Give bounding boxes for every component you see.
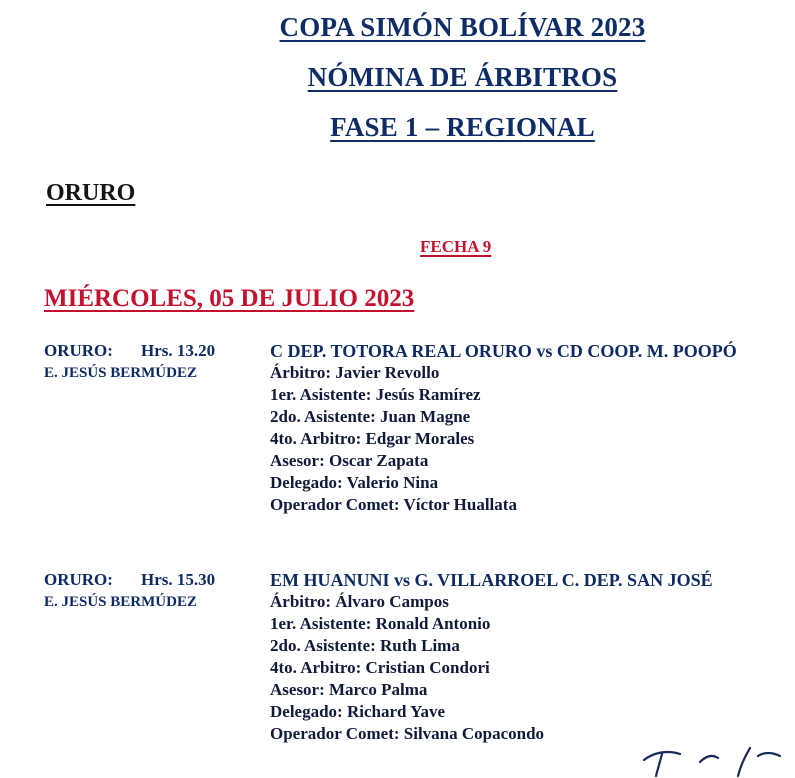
official-assessor: Asesor: Marco Palma bbox=[270, 680, 428, 699]
fecha-label: FECHA 9 bbox=[420, 237, 492, 256]
official-comet-operator: Operador Comet: Víctor Huallata bbox=[270, 495, 517, 514]
official-assistant-1: 1er. Asistente: Ronald Antonio bbox=[270, 614, 491, 633]
match-details bbox=[270, 340, 737, 516]
region-heading: ORURO bbox=[46, 180, 136, 206]
phase-title: FASE 1 – REGIONAL bbox=[330, 112, 595, 142]
official-fourth-referee: 4to. Arbitro: Cristian Condori bbox=[270, 658, 490, 677]
official-referee: Árbitro: Javier Revollo bbox=[270, 363, 440, 382]
official-delegate: Delegado: Valerio Nina bbox=[270, 473, 439, 492]
official-fourth-referee: 4to. Arbitro: Edgar Morales bbox=[270, 429, 475, 448]
official-referee: Árbitro: Álvaro Campos bbox=[270, 592, 449, 611]
document-title: COPA SIMÓN BOLÍVAR 2023 bbox=[279, 12, 646, 42]
official-assistant-2: 2do. Asistente: Juan Magne bbox=[270, 407, 471, 426]
document-subtitle: NÓMINA DE ÁRBITROS bbox=[307, 62, 618, 92]
match-venue bbox=[44, 340, 215, 384]
match-date: MIÉRCOLES, 05 DE JULIO 2023 bbox=[44, 285, 415, 312]
stadium-name: E. JESÚS BERMÚDEZ bbox=[44, 365, 197, 381]
official-delegate: Delegado: Richard Yave bbox=[270, 702, 446, 721]
official-comet-operator: Operador Comet: Silvana Copacondo bbox=[270, 724, 545, 743]
stadium-name: E. JESÚS BERMÚDEZ bbox=[44, 594, 197, 610]
match-time: Hrs. 15.30 bbox=[141, 570, 216, 589]
match-venue bbox=[44, 569, 215, 613]
match-details bbox=[270, 569, 713, 745]
match-time: Hrs. 13.20 bbox=[141, 341, 216, 360]
fixture: C DEP. TOTORA REAL ORURO vs CD COOP. M. POOPÓ bbox=[270, 341, 737, 361]
signature-mark bbox=[640, 738, 795, 778]
venue-city: ORURO: bbox=[44, 570, 113, 589]
fixture: EM HUANUNI vs G. VILLARROEL C. DEP. SAN JOSÉ bbox=[270, 570, 713, 590]
official-assistant-1: 1er. Asistente: Jesús Ramírez bbox=[270, 385, 481, 404]
official-assessor: Asesor: Oscar Zapata bbox=[270, 451, 429, 470]
official-assistant-2: 2do. Asistente: Ruth Lima bbox=[270, 636, 460, 655]
venue-city: ORURO: bbox=[44, 341, 113, 360]
